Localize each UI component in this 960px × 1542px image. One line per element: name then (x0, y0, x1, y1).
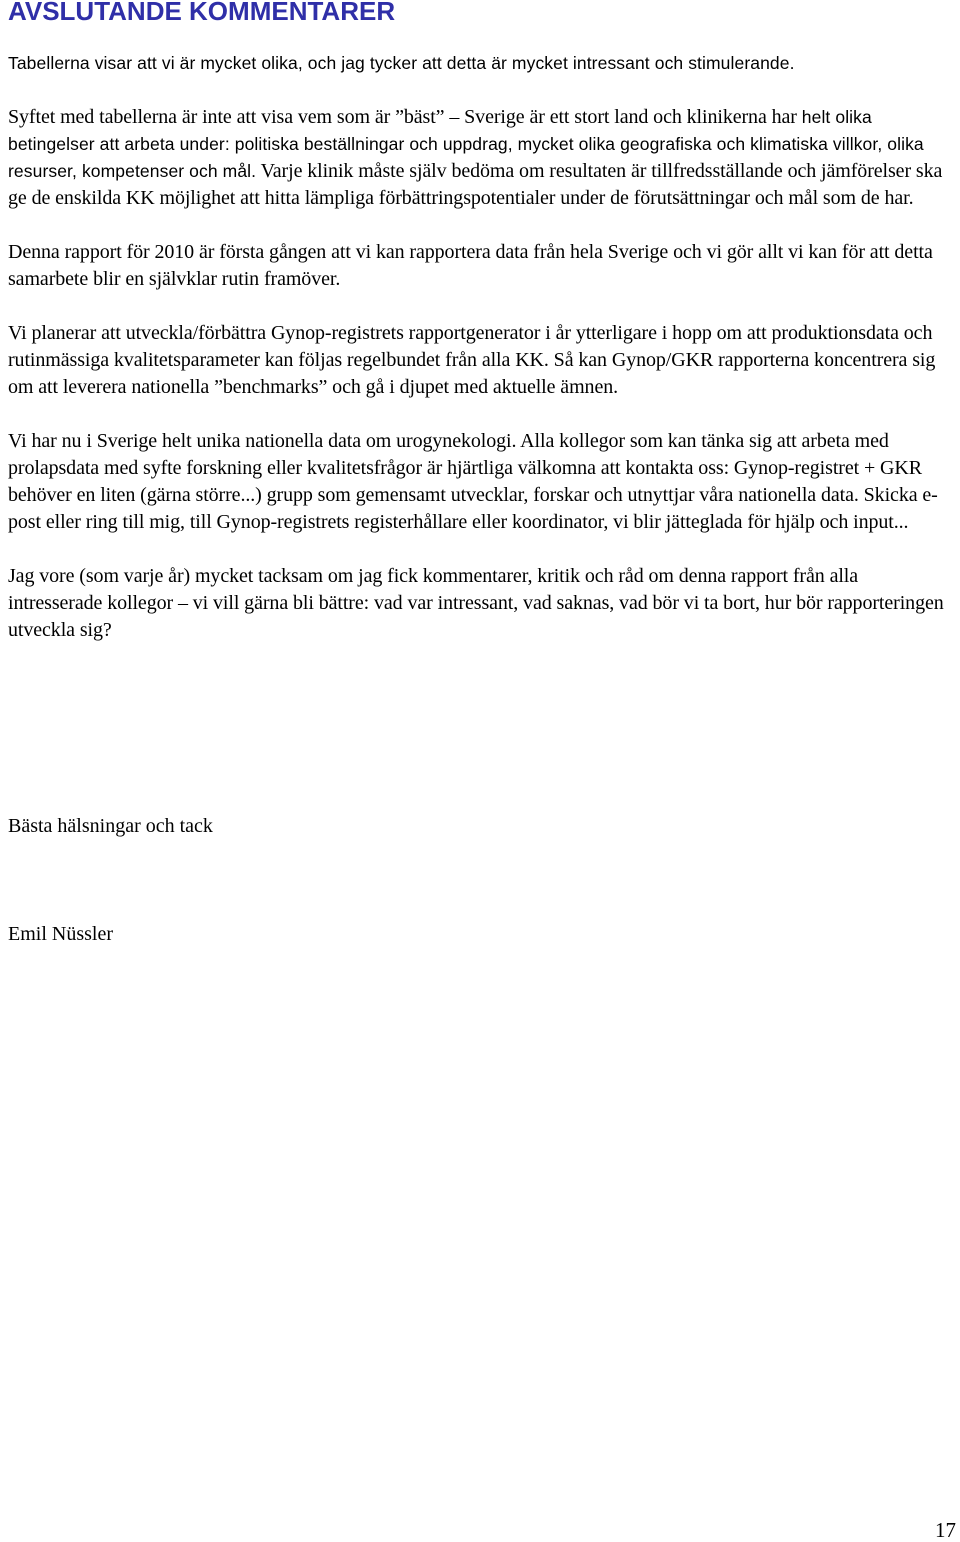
paragraph-report-2010: Denna rapport för 2010 är första gången att vi kan rapportera data från hela Sverige och vi gör allt vi kan för att detta samarbete blir en självklar rutin framöver. (8, 241, 933, 290)
paragraph-text-end: Varje klinik måste själv bedöma om resultaten är tillfredsställande och jämförelser ska ge de enskilda KK möjlighet att hitta lämpliga förbättringspotentialer under de förutsättningar och mål som de har. (8, 160, 943, 209)
signature-name: Emil Nüssler (8, 923, 113, 945)
paragraph-tables-differ (8, 50, 952, 77)
paragraph-planning: Vi planerar att utveckla/förbättra Gynop-registrets rapportgenerator i år ytterligare i hopp om att produktionsdata och rutinmässiga kvalitetsparameter kan följas regelbundet från alla KK. Så kan Gynop/GKR rapporterna koncentrera sig om att leverera nationella ”benchmarks” och gå i djupet med aktuelle ämnen. (8, 322, 936, 398)
page-heading: AVSLUTANDE KOMMENTARER (8, 0, 396, 26)
paragraph-unique-data: Vi har nu i Sverige helt unika nationella data om urogynekologi. Alla kollegor som kan tänka sig att arbeta med prolapsdata med syfte forskning eller kvalitetsfrågor är hjärtliga välkomna att kontakta oss: Gynop-registret + GKR behöver en liten (gärna större...) grupp som gemensamt utvecklar, forskar och utnyttjar våra nationella data. Skicka e-post eller ring till mig, till Gynop-registrets registerhållare eller koordinator, vi blir jätteglada för hjälp och input... (8, 430, 938, 533)
paragraph-text-start: Syftet med tabellerna är inte att visa vem som är ”bäst” – Sverige är ett stort land och klinikerna har (8, 106, 802, 128)
paragraph-feedback: Jag vore (som varje år) mycket tacksam om jag fick kommentarer, kritik och råd om denna rapport från alla intresserade kollegor – vi vill gärna bli bättre: vad var intressant, vad saknas, vad bör vi ta bort, hur bör rapporteringen utveckla sig? (8, 565, 944, 641)
paragraph-purpose (8, 104, 952, 212)
paragraph-text-middle: helt olika betingelser att arbeta under: politiska beställningar och uppdrag, mycket olika geografiska och klimatiska villkor, olika resurser, kompetenser och mål. (8, 107, 924, 181)
paragraph-text: Tabellerna visar att vi är mycket olika, och jag tycker att detta är mycket intressant och stimulerande. (8, 53, 795, 73)
closing-greeting: Bästa hälsningar och tack (8, 815, 213, 837)
page-number: 17 (935, 1518, 956, 1542)
document-body (8, 50, 952, 671)
